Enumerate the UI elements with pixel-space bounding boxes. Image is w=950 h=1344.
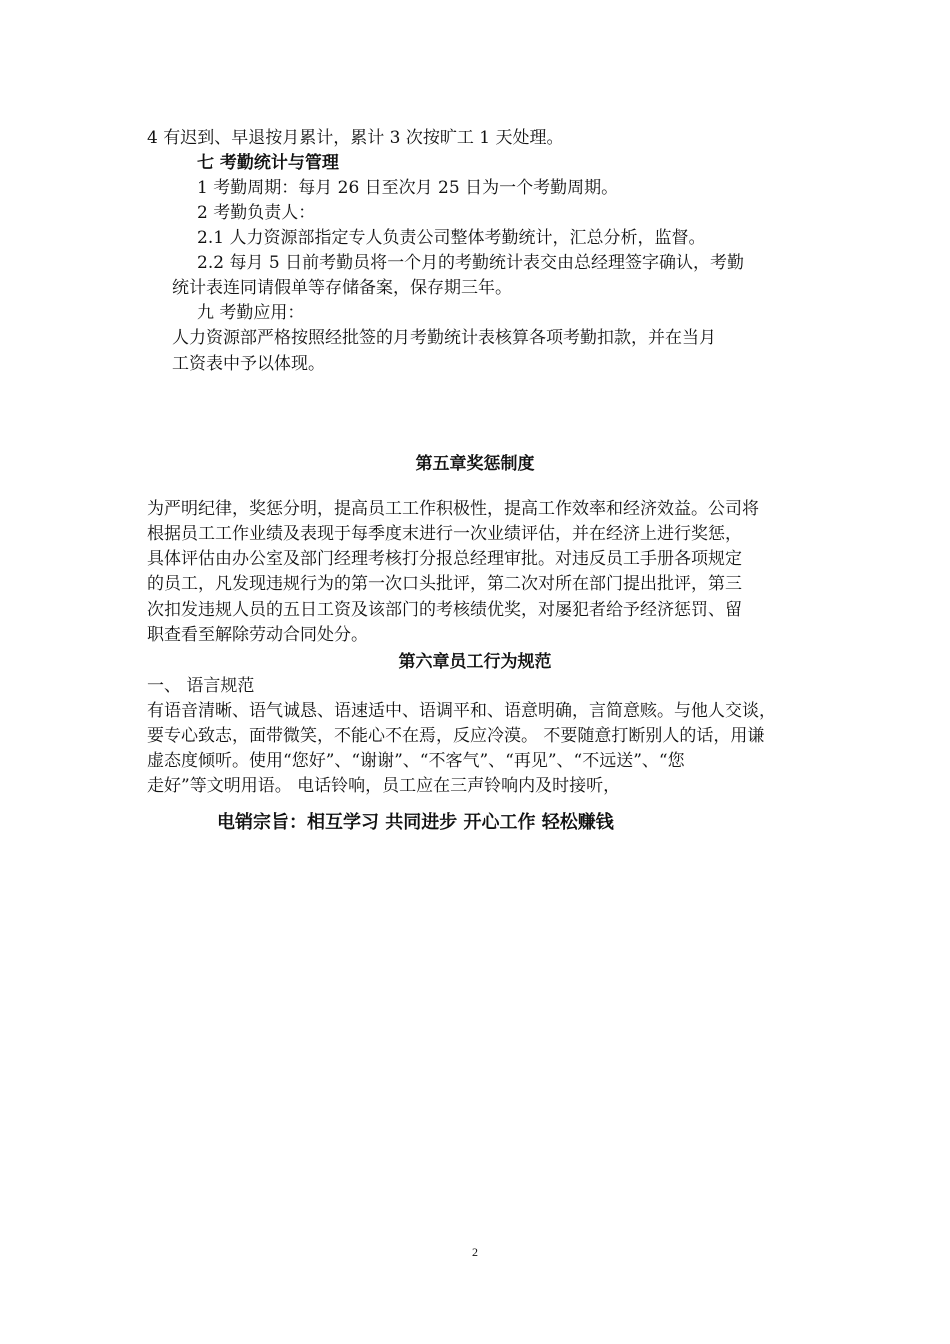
chapter-5-paragraph-line: 具体评估由办公室及部门经理考核打分报总经理审批。对违反员工手册各项规定 — [147, 549, 742, 569]
chapter-6-paragraph-line: 走好”等文明用语。 电话铃响，员工应在三声铃响内及时接听， — [147, 776, 621, 796]
section-9-heading: 九 考勤应用： — [197, 303, 305, 323]
attendance-apply-line1: 人力资源部严格按照经批签的月考勤统计表核算各项考勤扣款，并在当月 — [172, 328, 716, 348]
chapter-6-subsection: 一、 语言规范 — [147, 676, 255, 696]
chapter-6-paragraph-line: 虚态度倾听。使用“您好”、“谢谢”、“不客气”、“再见”、“不远送”、“您 — [147, 751, 685, 771]
attendance-owner-2-2-line2: 统计表连同请假单等存储备案，保存期三年。 — [172, 278, 512, 298]
chapter-6-title: 第六章员工行为规范 — [398, 652, 552, 672]
attendance-item-4: 4 有迟到、早退按月累计，累计 3 次按旷工 1 天处理。 — [147, 128, 564, 148]
chapter-5-paragraph-line: 次扣发违规人员的五日工资及该部门的考核绩优奖，对屡犯者给予经济惩罚、留 — [147, 600, 742, 620]
chapter-5-paragraph-line: 的员工，凡发现违规行为的第一次口头批评，第二次对所在部门提出批评，第三 — [147, 574, 742, 594]
chapter-5-paragraph-line: 为严明纪律，奖惩分明，提高员工工作积极性，提高工作效率和经济效益。公司将 — [147, 499, 759, 519]
chapter-5-title: 第五章奖惩制度 — [415, 454, 535, 474]
section-7-heading: 七 考勤统计与管理 — [197, 153, 339, 173]
attendance-owner-2-2-line1: 2.2 每月 5 日前考勤员将一个月的考勤统计表交由总经理签字确认，考勤 — [197, 253, 745, 273]
attendance-cycle: 1 考勤周期：每月 26 日至次月 25 日为一个考勤周期。 — [197, 178, 619, 198]
chapter-5-paragraph-line: 职查看至解除劳动合同处分。 — [147, 625, 368, 645]
page-number: 2 — [472, 1245, 478, 1259]
sales-slogan: 电销宗旨：相互学习 共同进步 开心工作 轻松赚钱 — [217, 812, 614, 833]
chapter-6-paragraph-line: 有语音清晰、语气诚恳、语速适中、语调平和、语意明确，言简意赅。与他人交谈， — [147, 701, 776, 721]
chapter-6-paragraph-line: 要专心致志，面带微笑，不能心不在焉，反应冷漠。 不要随意打断别人的话，用谦 — [147, 726, 765, 746]
attendance-owner: 2 考勤负责人： — [197, 203, 316, 223]
attendance-owner-2-1: 2.1 人力资源部指定专人负责公司整体考勤统计，汇总分析，监督。 — [197, 228, 706, 248]
attendance-apply-line2: 工资表中予以体现。 — [172, 354, 325, 374]
chapter-5-paragraph-line: 根据员工工作业绩及表现于每季度末进行一次业绩评估，并在经济上进行奖惩， — [147, 524, 742, 544]
